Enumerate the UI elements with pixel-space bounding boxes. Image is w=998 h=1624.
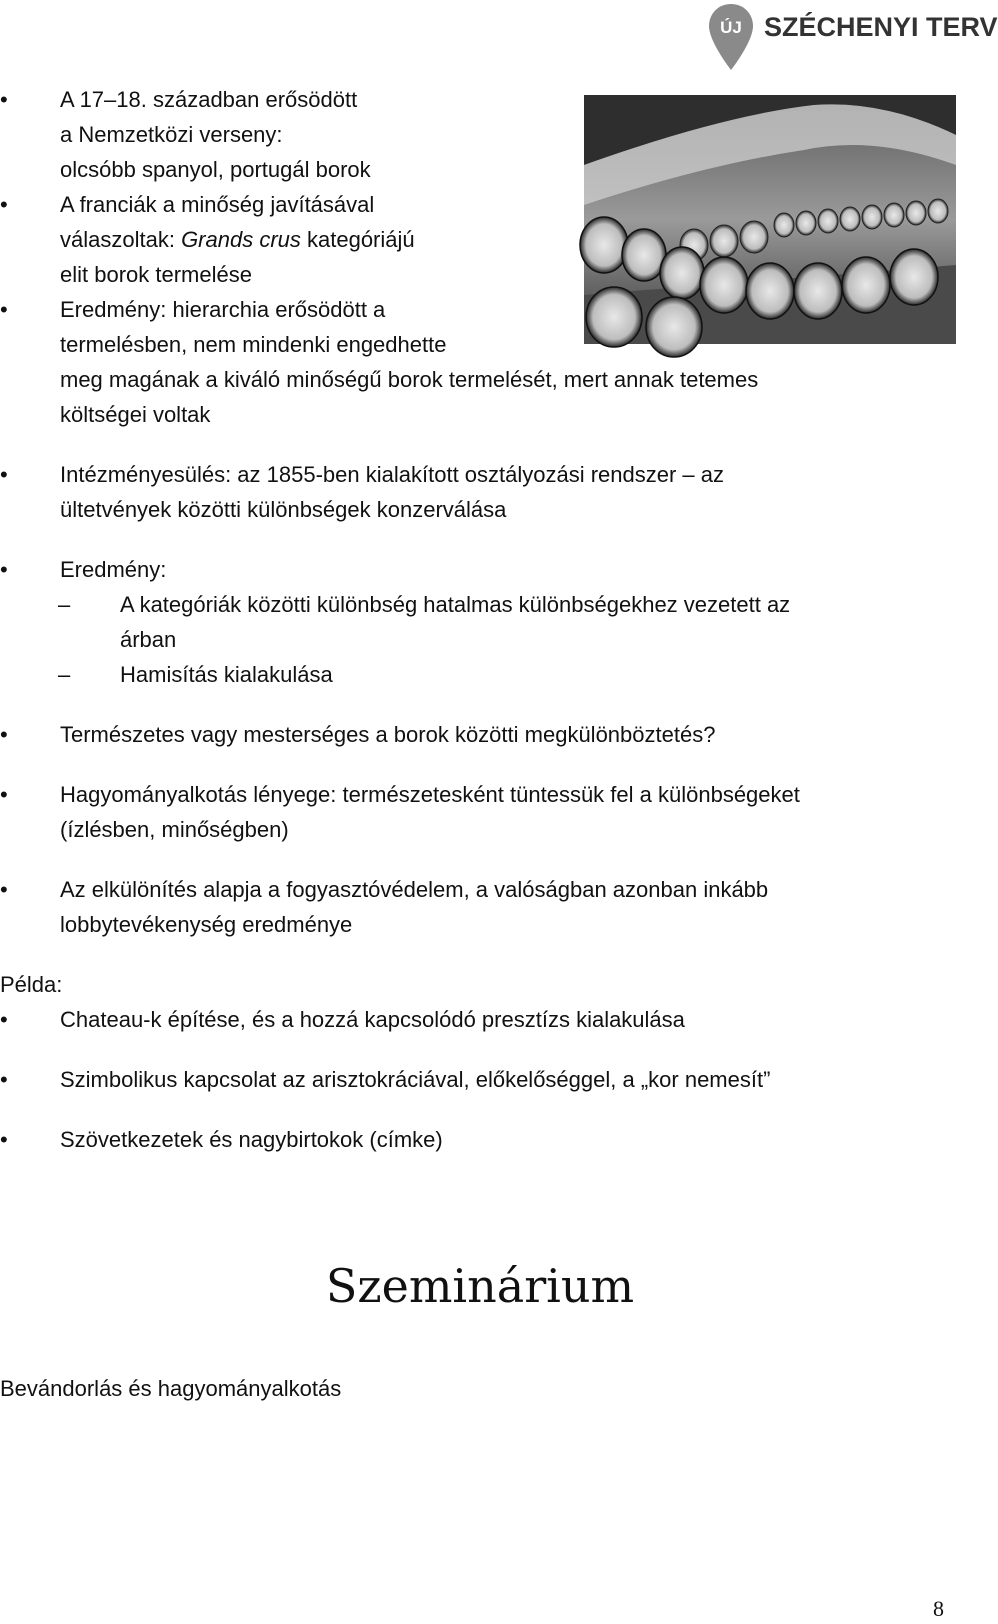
bullet-2-line-2: válaszoltak: Grands crus kategóriájú (60, 227, 415, 252)
bullet-marker: • (0, 192, 8, 217)
bullet-4-line-2: ültetvények közötti különbségek konzerválása (60, 497, 507, 522)
grands-crus-term: Grands crus (181, 227, 301, 252)
bullet-marker: • (0, 462, 8, 487)
bullet-7-line-1: Hagyományalkotás lényege: természetesként tüntessük fel a különbségeket (60, 782, 800, 807)
section-heading: Szeminárium (325, 1259, 635, 1313)
bullet-3-line-2: termelésben, nem mindenki engedhette (60, 332, 447, 357)
svg-text:ÚJ: ÚJ (720, 18, 742, 37)
szechenyi-terv-logo (700, 0, 998, 80)
page-number: 8 (933, 1596, 944, 1621)
bullet-marker: • (0, 1007, 8, 1032)
bullet-marker: • (0, 782, 8, 807)
example-item-2: Szimbolikus kapcsolat az arisztokráciával, előkelőséggel, a „kor nemesít” (60, 1067, 771, 1092)
bullet-1-line-1: A 17–18. században erősödött (60, 87, 358, 112)
bullet-6-line-1: Természetes vagy mesterséges a borok közötti megkülönböztetés? (60, 722, 716, 747)
bullet-marker: • (0, 1067, 8, 1092)
bullet-3-line-4: költségei voltak (60, 402, 211, 427)
sub-item-1-line-1: A kategóriák közötti különbség hatalmas különbségekhez vezetett az (120, 592, 791, 617)
bullet-2-line-1: A franciák a minőség javításával (60, 192, 375, 217)
bullet-1-line-3: olcsóbb spanyol, portugál borok (60, 157, 371, 182)
bullet-3-line-3: meg magának a kiváló minőségű borok termelését, mert annak tetemes (60, 367, 759, 392)
map-pin-icon (706, 2, 756, 72)
bullet-7-line-2: (ízlésben, minőségben) (60, 817, 289, 842)
bullet-4-line-1: Intézményesülés: az 1855-ben kialakított osztályozási rendszer – az (60, 462, 725, 487)
example-item-3: Szövetkezetek és nagybirtokok (címke) (60, 1127, 443, 1152)
sub-item-2-line-1: Hamisítás kialakulása (120, 662, 333, 687)
bullet-marker: • (0, 877, 8, 902)
bullet-marker: • (0, 297, 8, 322)
wine-cellar-photo (584, 95, 956, 344)
bullet-3-line-1: Eredmény: hierarchia erősödött a (60, 297, 386, 322)
bullet-marker: • (0, 557, 8, 582)
bullet-8-line-1: Az elkülönítés alapja a fogyasztóvédelem, a valóságban azonban inkább (60, 877, 769, 902)
bullet-8-line-2: lobbytevékenység eredménye (60, 912, 353, 937)
sub-item-1-line-2: árban (120, 627, 177, 652)
bullet-5-line-1: Eredmény: (60, 557, 167, 582)
dash-marker: – (58, 592, 71, 617)
bullet-1-line-2: a Nemzetközi verseny: (60, 122, 283, 147)
section-subtitle: Bevándorlás és hagyományalkotás (0, 1376, 342, 1401)
logo-brand-text: SZÉCHENYI TERV (764, 12, 998, 42)
example-label: Példa: (0, 972, 63, 997)
example-item-1: Chateau-k építése, és a hozzá kapcsolódó presztízs kialakulása (60, 1007, 685, 1032)
dash-marker: – (58, 662, 71, 687)
bullet-marker: • (0, 1127, 8, 1152)
bullet-marker: • (0, 87, 8, 112)
bullet-marker: • (0, 722, 8, 747)
bullet-2-line-3: elit borok termelése (60, 262, 252, 287)
